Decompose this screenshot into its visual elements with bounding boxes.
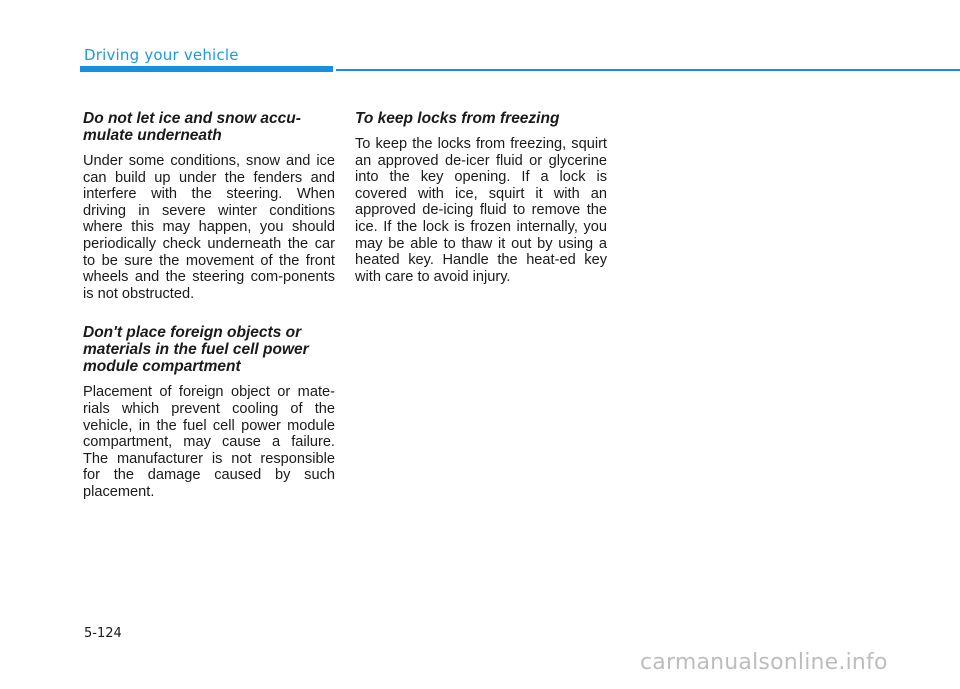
body-foreign-objects: Placement of foreign object or mate-rials which prevent cooling of the vehicle, in the fuel cell power module compartment, may cause a failure. The manufacturer is not responsible for the damage caused by such placement. [83,384,335,500]
heading-locks-freezing: To keep locks from freezing [355,110,560,127]
right-column [355,110,607,307]
section-title: Driving your vehicle [84,46,239,64]
header-rule-thin [336,69,960,71]
heading-foreign-objects: Don't place foreign objects or materials in the fuel cell power module compartment [83,324,309,376]
left-column [83,110,335,523]
watermark: carmanualsonline.info [640,650,888,675]
heading-ice-snow: Do not let ice and snow accu-mulate underneath [83,110,301,144]
body-locks-freezing: To keep the locks from freezing, squirt an approved de-icer fluid or glycerine into the key opening. If a lock is covered with ice, squirt it with an approved de-icing fluid to remove the ice. If the lock is frozen internally, you may be able to thaw it out by using a heated key. Handle the heat-ed key with care to avoid injury. [355,136,607,285]
header-rule-thick [80,66,333,72]
body-ice-snow: Under some conditions, snow and ice can build up under the fenders and interfere with the steering. When driving in severe winter conditions where this may happen, you should periodically check underneath the car to be sure the movement of the front wheels and the steering com-ponents is not obstructed. [83,153,335,302]
page-number: 5-124 [84,626,122,641]
